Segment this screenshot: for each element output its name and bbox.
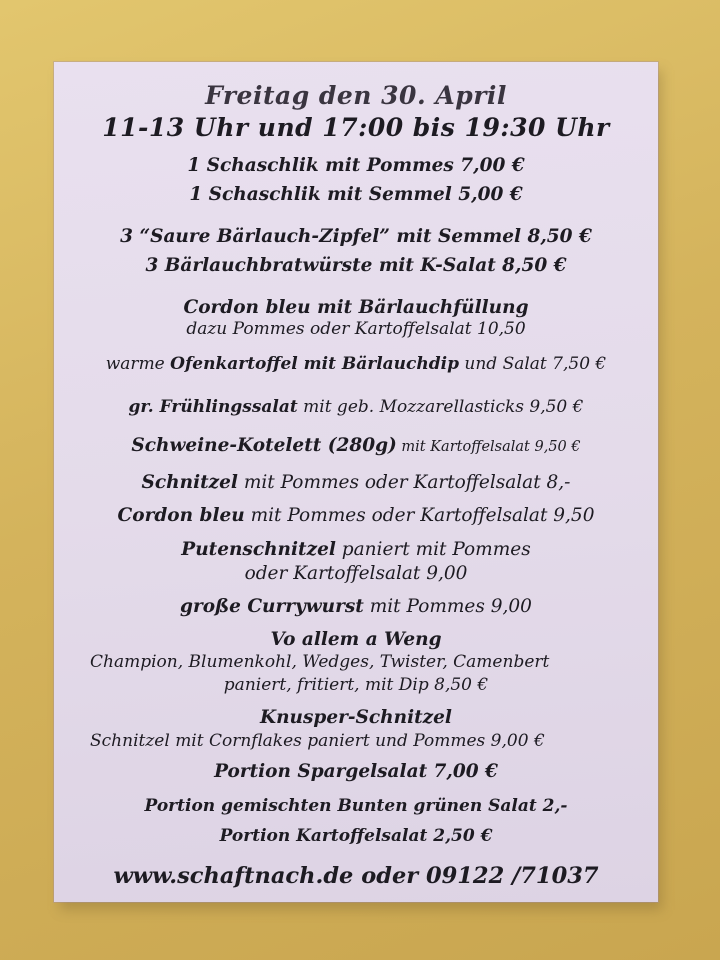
menu-item-kotelett [54,436,658,456]
menu-item-schnitzel [54,473,658,493]
footer-contact: www.schaftnach.de oder 09122 /71037 [113,863,599,889]
putenschnitzel-desc: paniert mit Pommes [335,539,531,560]
menu-item-cordon-bleu [54,506,658,526]
cordon-bleu-desc: mit Pommes oder Kartoffelsalat 9,50 [244,505,595,526]
menu-item-knusper-schnitzel: Knusper-Schnitzel [260,707,452,728]
flyer-date: Freitag den 30. April [205,81,507,110]
menu-item-currywurst [54,597,658,617]
currywurst-desc: mit Pommes 9,00 [363,596,532,617]
ofenkartoffel-suffix: und Salat 7,50 € [458,354,607,374]
menu-item-kartoffelsalat: Portion Kartoffelsalat 2,50 € [219,826,493,846]
fruehlingssalat-desc: mit geb. Mozzarellasticks 9,50 € [297,397,584,417]
kotelett-desc: mit Kartoffelsalat 9,50 € [396,439,581,455]
schnitzel-name: Schnitzel [141,472,238,493]
menu-item-zipfel: 3 “Saure Bärlauch-Zipfel” mit Semmel 8,50 € [120,226,592,247]
vo-allem-a-weng-line2: paniert, fritiert, mit Dip 8,50 € [223,675,489,695]
putenschnitzel-line2: oder Kartoffelsalat 9,00 [244,563,468,584]
knusper-schnitzel-desc: Schnitzel mit Cornflakes paniert und Pommes 9,00 € [90,731,545,751]
kotelett-name: Schweine-Kotelett (280g) [131,435,397,456]
menu-item-bratwurst: 3 Bärlauchbratwürste mit K-Salat 8,50 € [145,255,567,276]
flyer-hours: 11-13 Uhr und 17:00 bis 19:30 Uhr [102,113,610,142]
ofenkartoffel-prefix: warme [105,354,171,374]
menu-item-ofenkartoffel [54,355,658,374]
menu-item-spargelsalat: Portion Spargelsalat 7,00 € [214,761,498,782]
menu-item-fruehlingssalat [54,398,658,417]
menu-item-cordon-fuellung: Cordon bleu mit Bärlauchfüllung [183,297,529,318]
fruehlingssalat-name: gr. Frühlingssalat [128,397,298,417]
schnitzel-desc: mit Pommes oder Kartoffelsalat 8,- [237,472,571,493]
menu-item-putenschnitzel [54,540,658,560]
menu-flyer [54,62,658,902]
cordon-bleu-name: Cordon bleu [117,505,245,526]
currywurst-name: große Currywurst [180,596,364,617]
menu-item-vo-allem-a-weng: Vo allem a Weng [270,629,442,650]
putenschnitzel-name: Putenschnitzel [181,539,336,560]
vo-allem-a-weng-line1: Champion, Blumenkohl, Wedges, Twister, Camenbert [90,652,550,672]
menu-item-cordon-fuellung-desc: dazu Pommes oder Kartoffelsalat 10,50 [186,319,526,339]
menu-item-schaschlik-semmel: 1 Schaschlik mit Semmel 5,00 € [189,184,523,205]
menu-item-bunter-salat: Portion gemischten Bunten grünen Salat 2,- [144,796,568,816]
menu-item-schaschlik-pommes: 1 Schaschlik mit Pommes 7,00 € [187,155,525,176]
ofenkartoffel-name: Ofenkartoffel mit Bärlauchdip [170,354,459,374]
